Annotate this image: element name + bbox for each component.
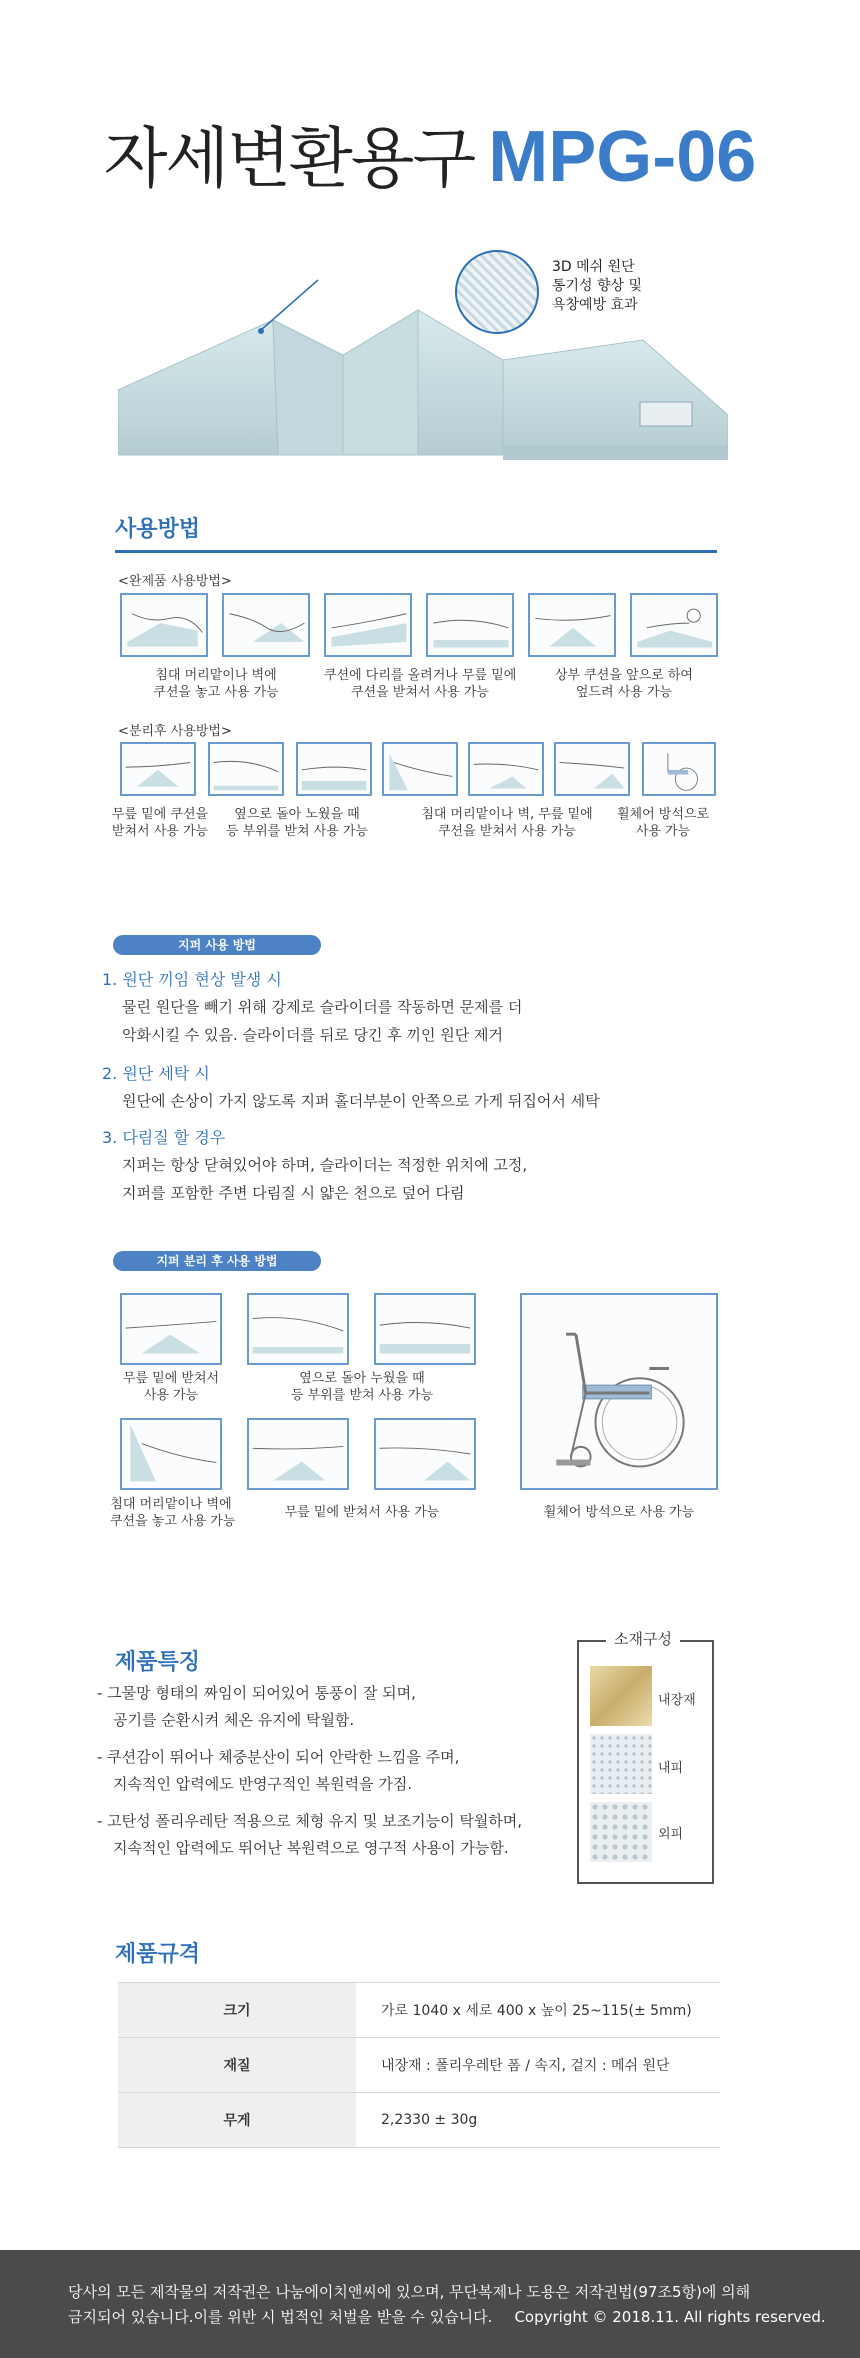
usage-heading: 사용방법 [115,517,201,542]
copyright: Copyright © 2018.11. All rights reserved. [514,2308,826,2326]
usage-image [468,742,544,796]
caption-line: 휠체어 방석으로 [616,807,710,822]
footer-notice: 금지되어 있습니다.이를 위반 시 법적인 처벌을 받을 수 있습니다. [68,2308,493,2326]
table-row [118,1983,720,2038]
features-list [97,1680,522,1862]
after-caption [520,1504,718,1521]
spec-key: 크기 [118,1983,356,2038]
separated-usage-label: <분리후 사용방법> [118,724,232,739]
zipper-usage-pill: 지퍼 사용 방법 [113,935,321,955]
footer-line: 당사의 모든 제작물의 저작권은 나눔에이치앤씨에 있으며, 무단복제나 도용은 저작권법(97조5항)에 의해 [68,2283,751,2301]
caption-line: 휠체어 방석으로 사용 가능 [543,1505,695,1520]
caption-line: 침대 머리맡이나 벽에 [110,1497,232,1512]
caption-line: 옆으로 돌아 노웠을 때 [234,807,360,822]
page-title [0,105,860,200]
material-label: 내장재 [658,1693,696,1708]
usage-image [374,1293,476,1365]
separated-caption [610,806,716,840]
usage-image [374,1418,476,1490]
usage-image [296,742,372,796]
usage-image [120,742,196,796]
caption-line: 침대 머리맡이나 벽, 무릎 밑에 [421,807,593,822]
table-row [118,2093,720,2148]
zipper-item-body [122,1087,600,1115]
separated-caption [222,806,372,840]
feature-line: - 쿠션감이 뛰어나 체중분산이 되어 안락한 느낌을 주며, [97,1748,460,1766]
caption-line: 쿠션을 놓고 사용 가능 [110,1514,236,1529]
caption-line: 쿠션에 다리를 올려거나 무릎 밑에 [324,668,517,683]
material-label: 내피 [658,1761,684,1776]
usage-image [426,593,514,657]
footer [0,2250,860,2358]
body-line: 악화시킬 수 있음. 슬라이더를 뒤로 당긴 후 끼인 원단 제거 [122,1026,503,1044]
usage-image [120,593,208,657]
usage-image [528,593,616,657]
caption-line: 쿠션을 받쳐서 사용 가능 [351,685,489,700]
caption-line: 엎드려 사용 가능 [575,685,673,700]
complete-caption [528,667,720,701]
caption-line: 사용 가능 [635,824,691,839]
body-line: 원단에 손상이 가지 않도록 지퍼 홀더부분이 안쪽으로 가게 뒤집어서 세탁 [122,1092,600,1110]
usage-image [324,593,412,657]
complete-caption [324,667,516,701]
callout-line: 3D 메쉬 원단 [552,259,635,275]
usage-image [120,1418,222,1490]
spec-value: 내장재 : 폴리우레탄 폼 / 속지, 겉지 : 메쉬 원단 [356,2038,720,2093]
complete-usage-label: <완제품 사용방법> [118,574,232,589]
zipper-item-body [122,993,522,1049]
mesh-closeup-image [455,250,539,334]
caption-line: 무릎 밑에 받쳐서 사용 가능 [284,1505,440,1520]
body-line: 물린 원단을 빼기 위해 강제로 슬라이더를 작동하면 문제를 더 [122,998,523,1016]
spec-value: 가로 1040 x 세로 400 x 높이 25~115(± 5mm) [356,1983,720,2038]
spec-table [118,1982,720,2148]
body-line: 지퍼는 항상 닫혀있어야 하며, 슬라이더는 적정한 위치에 고정, [122,1156,528,1174]
spec-heading: 제품규격 [115,1942,201,1967]
after-caption [262,1370,462,1404]
features-heading: 제품특징 [115,1650,201,1675]
caption-line: 등 부위를 받쳐 사용 가능 [290,1388,434,1403]
spec-value: 2,2330 ± 30g [356,2093,720,2148]
usage-image [630,593,718,657]
mesh-callout [552,258,642,315]
separated-caption [402,806,612,840]
zipper-item-title: 3. 다림질 할 경우 [102,1128,226,1147]
zipper-item-title: 1. 원단 끼임 현상 발생 시 [102,970,282,989]
caption-line: 상부 쿠션을 앞으로 하여 [555,668,693,683]
spec-key: 무게 [118,2093,356,2148]
usage-image [247,1418,349,1490]
zipper-item-body [122,1151,527,1207]
usage-image [247,1293,349,1365]
callout-line: 욕창예방 효과 [552,297,638,313]
caption-line: 사용 가능 [143,1388,199,1403]
caption-line: 무릎 밑에 받쳐서 [122,1371,220,1386]
material-label: 외피 [658,1827,684,1842]
caption-line: 쿠션을 놓고 사용 가능 [153,685,279,700]
feature-line: 공기를 순환시켜 체온 유지에 탁월함. [113,1711,355,1729]
usage-image [222,593,310,657]
feature-line: - 고탄성 폴리우레탄 적용으로 체형 유지 및 보조기능이 탁월하며, [97,1812,523,1830]
feature-line: 지속적인 압력에도 반영구적인 복원력을 가짐. [113,1775,413,1793]
feature-line: 지속적인 압력에도 뛰어난 복원력으로 영구적 사용이 가능함. [113,1839,509,1857]
wheelchair-image [642,742,716,796]
after-separation-pill: 지퍼 분리 후 사용 방법 [113,1251,321,1271]
separated-caption [110,806,210,840]
usage-image [382,742,458,796]
footer-line [68,2305,860,2330]
callout-line: 통기성 향상 및 [552,278,643,294]
materials-title: 소재구성 [606,1628,680,1649]
model-number: MPG-06 [488,117,757,197]
zipper-item-title: 2. 원단 세탁 시 [102,1064,210,1083]
caption-line: 옆으로 돌아 누웠을 때 [299,1371,425,1386]
usage-image [554,742,630,796]
after-caption [110,1496,236,1530]
caption-line: 받쳐서 사용 가능 [111,824,209,839]
after-caption [262,1504,462,1521]
caption-line: 등 부위를 받쳐 사용 가능 [225,824,369,839]
complete-caption [120,667,312,701]
body-line: 지퍼를 포함한 주변 다림질 시 얇은 천으로 덮어 다림 [122,1184,465,1202]
material-swatch [590,1734,652,1794]
material-swatch [590,1666,652,1726]
caption-line: 무릎 밑에 쿠션을 [111,807,209,822]
caption-line: 쿠션을 받쳐서 사용 가능 [438,824,576,839]
wheelchair-image [520,1293,718,1490]
after-caption [110,1370,232,1404]
title-text: 자세변환용구 [103,120,475,197]
divider [115,550,717,553]
spec-key: 재질 [118,2038,356,2093]
usage-image [208,742,284,796]
table-row [118,2038,720,2093]
material-swatch [590,1802,652,1862]
feature-line: - 그물망 형태의 짜임이 되어있어 통풍이 잘 되며, [97,1684,416,1702]
caption-line: 침대 머리맡이나 벽에 [155,668,277,683]
usage-image [120,1293,222,1365]
